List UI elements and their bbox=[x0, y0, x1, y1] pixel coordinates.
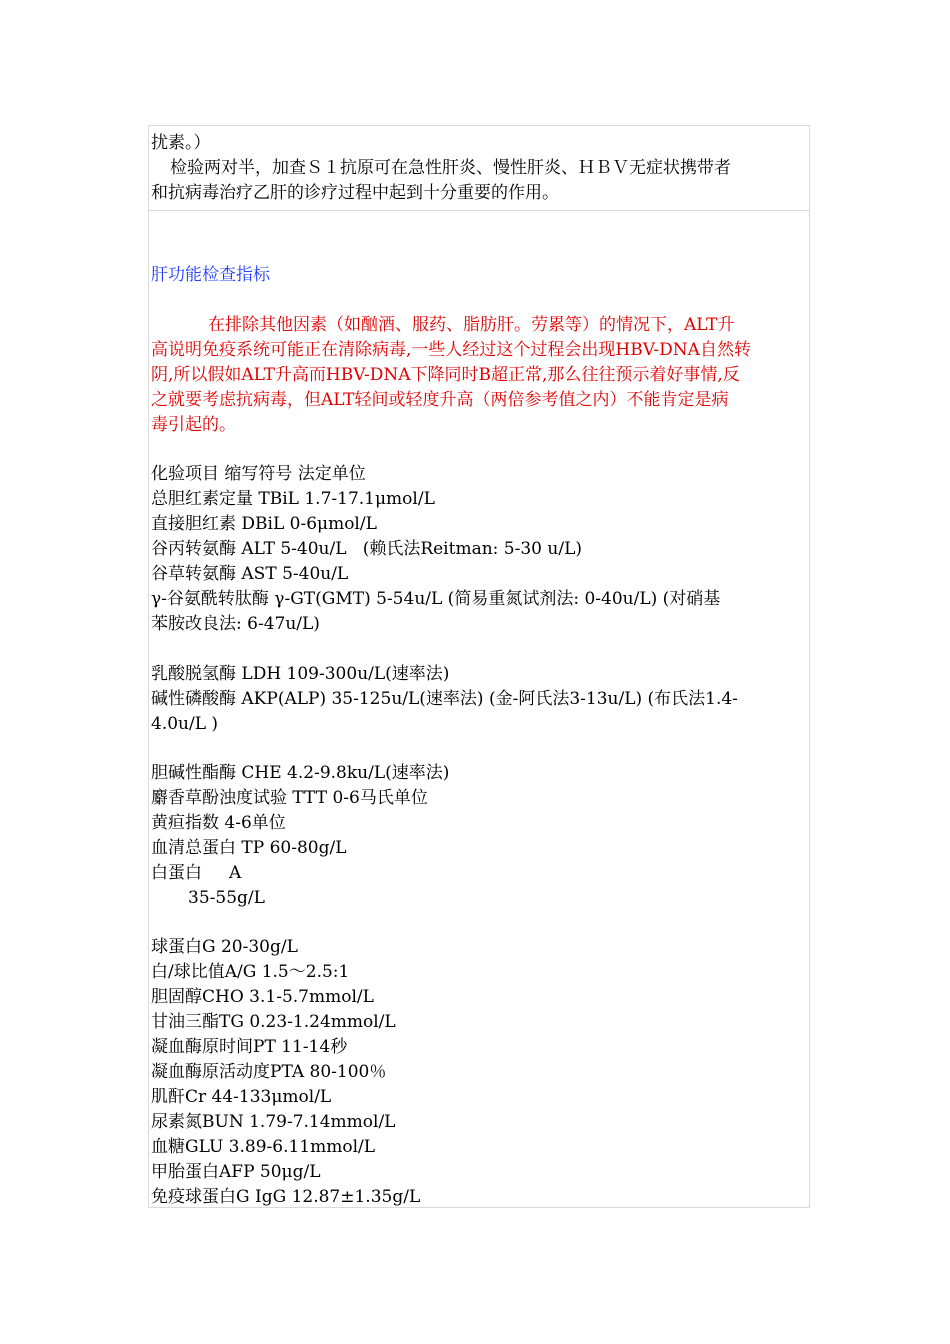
lab-item: 麝香草酚浊度试验 TTT 0-6马氏单位 bbox=[151, 788, 428, 808]
lab-item: 胆固醇CHO 3.1-5.7mmol/L bbox=[151, 987, 374, 1007]
note-line: 阴,所以假如ALT升高而HBV-DNA下降同时B超正常,那么往往预示着好事情,反 bbox=[151, 365, 740, 385]
note-line: 之就要考虑抗病毒，但ALT轻间或轻度升高（两倍参考值之内）不能肯定是病 bbox=[151, 390, 729, 410]
table-header: 化验项目 缩写符号 法定单位 bbox=[151, 464, 366, 484]
lab-item: 谷草转氨酶 AST 5-40u/L bbox=[151, 564, 349, 584]
lab-item: 胆碱性酯酶 CHE 4.2-9.8ku/L(速率法) bbox=[151, 763, 450, 783]
lab-item: 甲胎蛋白AFP 50μg/L bbox=[151, 1162, 321, 1182]
lab-item: 谷丙转氨酶 ALT 5-40u/L (赖氏法Reitman: 5-30 u/L) bbox=[151, 539, 582, 559]
lab-item: 乳酸脱氢酶 LDH 109-300u/L(速率法) bbox=[151, 664, 450, 684]
note-line: 毒引起的。 bbox=[151, 415, 236, 435]
top-paragraph-line: 检验两对半，加查Ｓ１抗原可在急性肝炎、慢性肝炎、ＨＢＶ无症状携带者 bbox=[170, 158, 731, 178]
lab-item: 免疫球蛋白G IgG 12.87±1.35g/L bbox=[151, 1187, 421, 1207]
lab-item: 凝血酶原活动度PTA 80-100％ bbox=[151, 1062, 387, 1082]
lab-item: 白/球比值A/G 1.5～2.5:1 bbox=[151, 962, 350, 982]
lab-item: 白蛋白 A bbox=[151, 863, 242, 883]
lab-item: 黄疸指数 4-6单位 bbox=[151, 813, 286, 833]
lab-item: 总胆红素定量 TBiL 1.7-17.1μmol/L bbox=[151, 489, 435, 509]
note-line: 高说明免疫系统可能正在清除病毒,一些人经过这个过程会出现HBV-DNA自然转 bbox=[151, 340, 751, 360]
lab-item: 甘油三酯TG 0.23-1.24mmol/L bbox=[151, 1012, 396, 1032]
top-paragraph-line: 扰素。） bbox=[151, 133, 211, 153]
note-line: 在排除其他因素（如酗酒、服药、脂肪肝。劳累等）的情况下，ALT升 bbox=[208, 315, 735, 335]
lab-item: 碱性磷酸酶 AKP(ALP) 35-125u/L(速率法) (金-阿氏法3-13u/L) (布氏法1.4- bbox=[151, 689, 738, 709]
lab-item: 凝血酶原时间PT 11-14秒 bbox=[151, 1037, 348, 1057]
lab-item: γ-谷氨酰转肽酶 γ-GT(GMT) 5-54u/L (简易重氮试剂法: 0-40u/L) (对硝基 bbox=[151, 589, 721, 609]
lab-item: 血清总蛋白 TP 60-80g/L bbox=[151, 838, 347, 858]
lab-item: 血糖GLU 3.89-6.11mmol/L bbox=[151, 1137, 376, 1157]
lab-item: 直接胆红素 DBiL 0-6μmol/L bbox=[151, 514, 377, 534]
albumin-value: 35-55g/L bbox=[188, 888, 265, 908]
section-title: 肝功能检查指标 bbox=[151, 265, 270, 285]
lab-item: 4.0u/L ) bbox=[151, 714, 219, 734]
lab-item: 尿素氮BUN 1.79-7.14mmol/L bbox=[151, 1112, 396, 1132]
top-paragraph-line: 和抗病毒治疗乙肝的诊疗过程中起到十分重要的作用。 bbox=[151, 183, 559, 203]
lab-item: 球蛋白G 20-30g/L bbox=[151, 937, 298, 957]
lab-item: 肌酐Cr 44-133μmol/L bbox=[151, 1087, 332, 1107]
lab-item: 苯胺改良法: 6-47u/L) bbox=[151, 614, 320, 634]
